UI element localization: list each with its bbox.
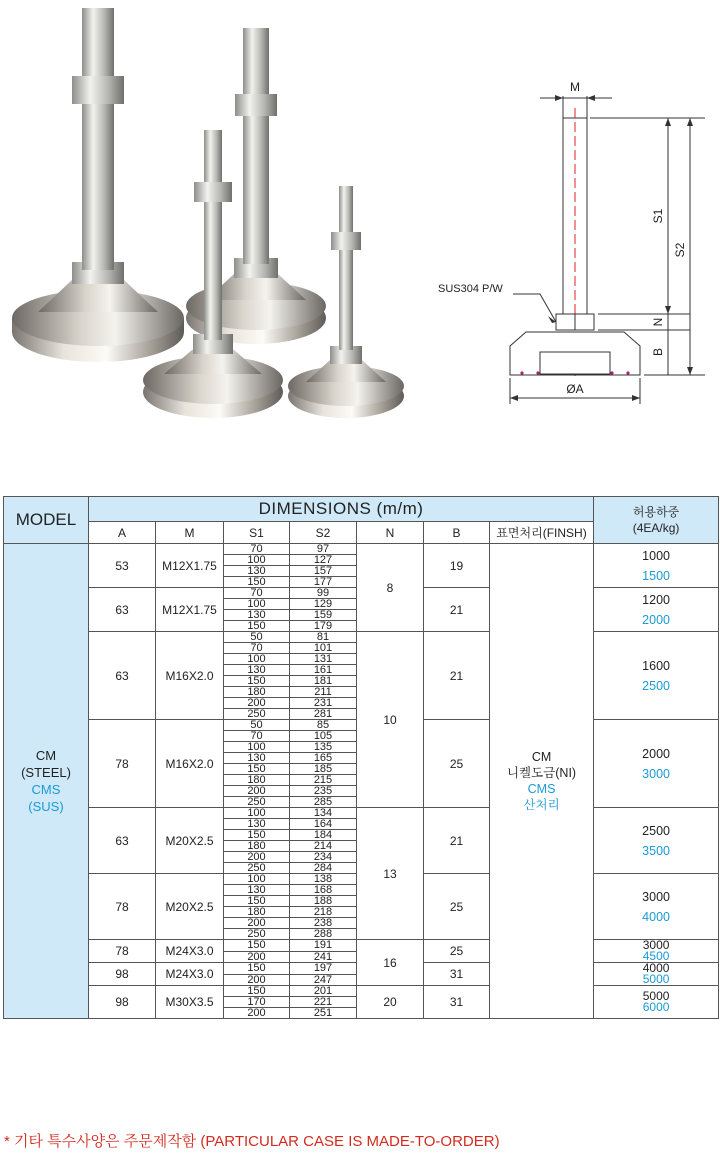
cell-s2: 235: [290, 786, 357, 797]
cell-b: 21: [424, 588, 490, 632]
cell-s2: 247: [290, 974, 357, 986]
cell-s2: 101: [290, 643, 357, 654]
cell-s2: 197: [290, 963, 357, 975]
cell-s1: 180: [224, 775, 290, 786]
cell-s2: 241: [290, 951, 357, 963]
load-cm: 3000: [642, 939, 670, 952]
cell-s2: 168: [290, 885, 357, 896]
cell-s2: 288: [290, 929, 357, 940]
leveling-foot-large: [12, 8, 184, 362]
cell-s1: 200: [224, 974, 290, 986]
load-cm: 1600: [642, 658, 670, 673]
spec-table-body: [4, 544, 719, 1019]
load-cms: 4000: [642, 909, 670, 924]
load-cell: [594, 588, 719, 632]
cell-s1: 200: [224, 852, 290, 863]
cell-s1: 100: [224, 654, 290, 665]
cell-m: M16X2.0: [156, 720, 224, 808]
model-line: (STEEL): [21, 765, 71, 780]
load-cell: [594, 632, 719, 720]
cell-s1: 170: [224, 997, 290, 1008]
cell-a: 53: [89, 544, 156, 588]
cell-s1: 130: [224, 566, 290, 577]
load-cms: 3500: [642, 843, 670, 858]
load-cm: 1200: [642, 592, 670, 607]
cell-b: 25: [424, 940, 490, 963]
cell-s1: 50: [224, 632, 290, 643]
cell-s2: 127: [290, 555, 357, 566]
dimensions-header: DIMENSIONS (m/m): [89, 497, 594, 522]
load-cms: 3000: [642, 766, 670, 781]
product-photo: [0, 0, 420, 440]
cell-s2: 129: [290, 599, 357, 610]
finish-line: CMS: [527, 782, 556, 796]
cell-s1: 150: [224, 963, 290, 975]
cell-s1: 150: [224, 830, 290, 841]
load-cell: [594, 874, 719, 940]
spec-table-container: [3, 496, 718, 1019]
load-cell: [594, 544, 719, 588]
cell-s1: 200: [224, 786, 290, 797]
cell-b: 25: [424, 720, 490, 808]
table-row: [4, 544, 719, 555]
cell-s1: 150: [224, 896, 290, 907]
table-row: [4, 808, 719, 819]
cell-m: M12X1.75: [156, 588, 224, 632]
cell-s1: 200: [224, 698, 290, 709]
cell-s2: 191: [290, 940, 357, 952]
load-cell: [594, 808, 719, 874]
cell-n: 13: [357, 808, 424, 940]
cell-s2: 181: [290, 676, 357, 687]
cell-a: 98: [89, 963, 156, 986]
cell-s2: 284: [290, 863, 357, 874]
cell-s1: 150: [224, 577, 290, 588]
load-cm: 4000: [642, 962, 670, 975]
cell-s1: 70: [224, 588, 290, 599]
drawing-s1-label: S1: [651, 208, 665, 224]
cell-a: 63: [89, 632, 156, 720]
cell-s1: 150: [224, 676, 290, 687]
cell-s2: 135: [290, 742, 357, 753]
model-line: (SUS): [28, 799, 64, 814]
cell-s1: 100: [224, 808, 290, 819]
footnote: * 기타 특수사양은 주문제작함 (PARTICULAR CASE IS MADE-TO-ORDER): [4, 1133, 500, 1150]
cell-s2: 134: [290, 808, 357, 819]
load-cm: 1000: [642, 548, 670, 563]
drawing-n-label: N: [651, 317, 665, 327]
cell-s2: 159: [290, 610, 357, 621]
cell-b: 31: [424, 963, 490, 986]
cell-s2: 238: [290, 918, 357, 929]
cell-s1: 100: [224, 555, 290, 566]
cell-n: 10: [357, 632, 424, 808]
load-cms: 6000: [642, 1000, 670, 1014]
cell-m: M24X3.0: [156, 963, 224, 986]
spec-table: [3, 496, 719, 1019]
cell-s2: 201: [290, 986, 357, 997]
cell-s1: 250: [224, 709, 290, 720]
finish-line: 니켈도금(NI): [506, 766, 577, 780]
col-header-finish: 표면처리(FINSH): [490, 522, 594, 544]
cell-s2: 161: [290, 665, 357, 676]
cell-b: 21: [424, 632, 490, 720]
cell-s1: 150: [224, 621, 290, 632]
load-cm: 3000: [642, 889, 670, 904]
cell-b: 25: [424, 874, 490, 940]
model-cell: [4, 544, 89, 1019]
cell-s2: 164: [290, 819, 357, 830]
table-row: [4, 940, 719, 952]
cell-s1: 250: [224, 929, 290, 940]
cell-n: 8: [357, 544, 424, 632]
cell-s1: 250: [224, 797, 290, 808]
cell-s2: 185: [290, 764, 357, 775]
cell-s1: 250: [224, 863, 290, 874]
cell-s1: 70: [224, 643, 290, 654]
cell-m: M12X1.75: [156, 544, 224, 588]
cell-s2: 251: [290, 1008, 357, 1019]
cell-b: 19: [424, 544, 490, 588]
cell-s2: 234: [290, 852, 357, 863]
cell-a: 78: [89, 720, 156, 808]
cell-a: 63: [89, 588, 156, 632]
cell-s2: 85: [290, 720, 357, 731]
cell-s1: 130: [224, 819, 290, 830]
cell-m: M24X3.0: [156, 940, 224, 963]
model-header: MODEL: [4, 497, 89, 544]
cell-s2: 165: [290, 753, 357, 764]
load-cms: 2500: [642, 678, 670, 693]
cell-a: 63: [89, 808, 156, 874]
cell-b: 31: [424, 986, 490, 1019]
cell-s1: 150: [224, 986, 290, 997]
cell-s1: 100: [224, 874, 290, 885]
cell-s2: 105: [290, 731, 357, 742]
cell-s1: 150: [224, 940, 290, 952]
drawing-material-label: SUS304 P/W: [438, 283, 503, 295]
drawing-b-label: B: [651, 347, 665, 357]
cell-n: 20: [357, 986, 424, 1019]
col-header-n: N: [357, 522, 424, 544]
load-header: [594, 497, 719, 544]
cell-s2: 211: [290, 687, 357, 698]
cell-s1: 180: [224, 841, 290, 852]
cell-s2: 214: [290, 841, 357, 852]
cell-s2: 97: [290, 544, 357, 555]
load-header-line1: 허용하중: [632, 505, 680, 519]
finish-cell: [490, 544, 594, 1019]
load-cms: 2000: [642, 612, 670, 627]
load-cms: 4500: [642, 949, 670, 963]
cell-s1: 100: [224, 599, 290, 610]
load-cm: 2500: [642, 823, 670, 838]
dimension-drawing: [420, 60, 720, 420]
cell-s2: 131: [290, 654, 357, 665]
cell-s1: 200: [224, 1008, 290, 1019]
cell-s1: 200: [224, 951, 290, 963]
cell-a: 78: [89, 874, 156, 940]
table-row: [4, 632, 719, 643]
cell-s1: 130: [224, 753, 290, 764]
finish-line: 산처리: [523, 798, 560, 812]
cell-s1: 70: [224, 544, 290, 555]
cell-s1: 130: [224, 610, 290, 621]
cell-s1: 200: [224, 918, 290, 929]
cell-s1: 150: [224, 764, 290, 775]
cell-m: M20X2.5: [156, 808, 224, 874]
load-cell: [594, 720, 719, 808]
cell-s1: 130: [224, 885, 290, 896]
col-header-b: B: [424, 522, 490, 544]
load-header-line2: (4EA/kg): [632, 521, 680, 535]
cell-a: 98: [89, 986, 156, 1019]
load-cell: [594, 963, 719, 986]
col-header-a: A: [89, 522, 156, 544]
cell-m: M20X2.5: [156, 874, 224, 940]
cell-s2: 231: [290, 698, 357, 709]
cell-m: M30X3.5: [156, 986, 224, 1019]
load-cms: 1500: [642, 568, 670, 583]
drawing-s2-label: S2: [673, 242, 687, 258]
cell-s1: 50: [224, 720, 290, 731]
model-line: CMS: [31, 782, 61, 797]
drawing-m-label: M: [570, 80, 580, 94]
cell-m: M16X2.0: [156, 632, 224, 720]
cell-s2: 218: [290, 907, 357, 918]
col-header-s1: S1: [224, 522, 290, 544]
cell-s2: 177: [290, 577, 357, 588]
cell-s2: 184: [290, 830, 357, 841]
table-row: [4, 986, 719, 997]
cell-s2: 157: [290, 566, 357, 577]
cell-s1: 180: [224, 907, 290, 918]
col-header-m: M: [156, 522, 224, 544]
load-cell: [594, 986, 719, 1019]
load-cm: 2000: [642, 746, 670, 761]
col-header-s2: S2: [290, 522, 357, 544]
cell-s1: 70: [224, 731, 290, 742]
cell-s2: 215: [290, 775, 357, 786]
cell-n: 16: [357, 940, 424, 986]
cell-s1: 100: [224, 742, 290, 753]
load-cms: 5000: [642, 972, 670, 986]
cell-s2: 221: [290, 997, 357, 1008]
cell-s2: 138: [290, 874, 357, 885]
cell-s2: 99: [290, 588, 357, 599]
cell-a: 78: [89, 940, 156, 963]
cell-s2: 179: [290, 621, 357, 632]
model-line: CM: [35, 748, 57, 763]
cell-s2: 281: [290, 709, 357, 720]
cell-b: 21: [424, 808, 490, 874]
cell-s2: 81: [290, 632, 357, 643]
cell-s2: 285: [290, 797, 357, 808]
drawing-a-label: ØA: [566, 382, 584, 396]
finish-line: CM: [531, 750, 552, 764]
cell-s2: 188: [290, 896, 357, 907]
load-cell: [594, 940, 719, 963]
cell-s1: 180: [224, 687, 290, 698]
cell-s1: 130: [224, 665, 290, 676]
load-cm: 5000: [642, 989, 670, 1003]
